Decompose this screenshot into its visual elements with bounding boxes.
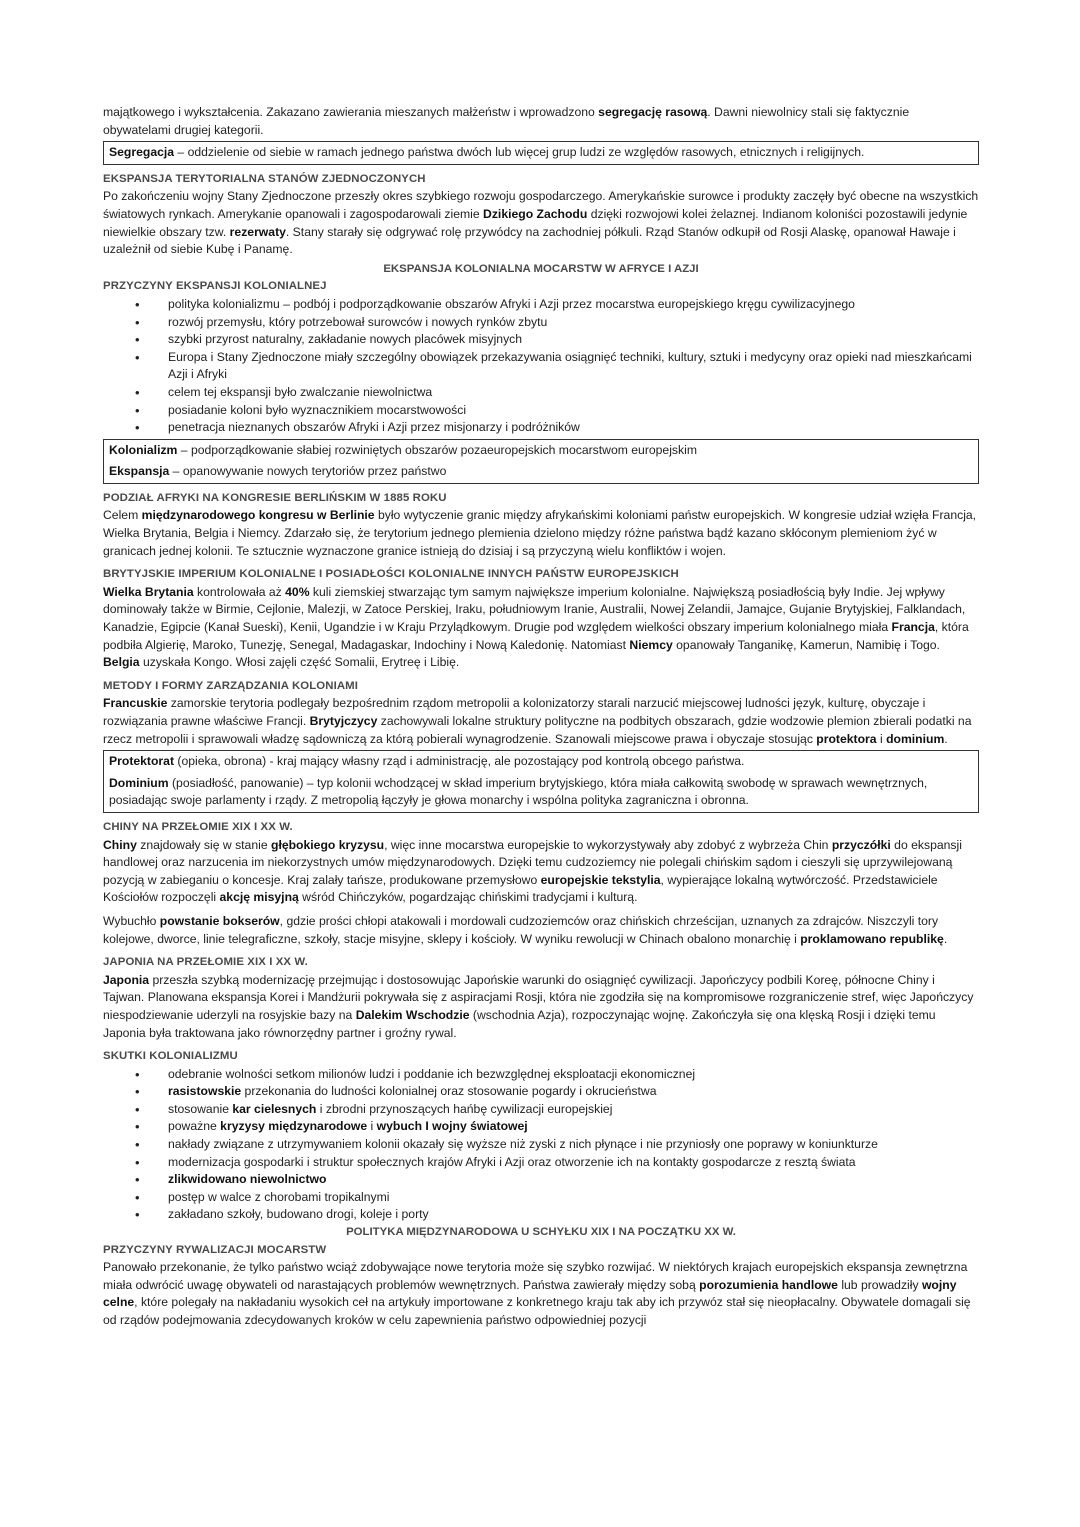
definition-ekspansja: Ekspansja – opanowywanie nowych terytoriów przez państwo <box>109 464 447 479</box>
paragraph-berlin-congress: Celem międzynarodowego kongresu w Berlinie było wytyczenie granic między afrykańskimi koloniami państw europejskich. W kongresie udział wzięła Francja, Wielka Brytania, Belgia i Niemcy. Zdarzało się, że terytorium jednego plemienia dzielono między różne państwa bądź kazano skłóconym plemieniom żyć w granicach jednej kolonii. Te sztucznie wyznaczone granice istnieją do dzisiaj i są przyczyną wielu konfliktów i wojen. <box>103 508 977 558</box>
paragraph-colony-management: Francuskie zamorskie terytoria podlegały bezpośrednim rządom metropolii a kolonizatorzy starali narzucić miejscowej ludności język, kulturę, obyczaje i rozwiązania prawne właściwe Francji. Brytyjczycy zachowywali lokalne struktury polityczne na podbitych obszarach, gdzie wodzowie plemion zbierali podatki na rzecz metropolii i sprawowali władzę sądowniczą za którą pobierali wynagrodzenie. Szanowali miejscowe prawa i obyczaje stosując protektora i dominium. <box>103 696 972 746</box>
section-title-international-politics: POLITYKA MIĘDZYNARODOWA U SCHYŁKU XIX I NA POCZĄTKU XX W. <box>346 1226 736 1239</box>
heading-british-empire: BRYTYJSKIE IMPERIUM KOLONIALNE I POSIADŁOŚCI KOLONIALNE INNYCH PAŃSTW EUROPEJSKICH <box>103 568 679 581</box>
definition-box-kolonializm <box>103 439 979 484</box>
heading-colonialism-effects: SKUTKI KOLONIALIZMU <box>103 1050 238 1063</box>
paragraph-japan: Japonia przeszła szybką modernizację przejmując i dostosowując Japońskie warunki do osiągnięć cywilizacji. Japończycy podbili Koreę, północne Chiny i Tajwan. Planowana ekspansja Korei i Mandżurii pokrywała się z aspiracjami Rosji, która nie zgodziła się na kompromisowe rozgraniczenie stref, więc Japończycy niespodziewanie uderzyli na rosyjskie bazy na Dalekim Wschodzie (wschodnia Azja), rozpoczynając wojnę. Zakończyła się ona klęską Rosji i dzięki temu Japonia była traktowana jako równorzędny partner i groźny rywal. <box>103 972 974 1040</box>
list-item: • celem tej ekspansji było zwalczanie niewolnictwa <box>103 384 979 402</box>
paragraph-british-empire: Wielka Brytania kontrolowała aż 40% kuli ziemskiej stwarzając tym samym największe imperium kolonialne. Największą posiadłością były Indie. Jej wpływy dominowały także w Birmie, Cejlonie, Malezji, w Zatoce Perskiej, Iraku, południowym Iranie, Australii, Nowej Zelandii, Jamajce, Gujanie Brytyjskiej, Falklandach, Kanadzie, Egipcie (Kanał Sueski), Kenii, Ugandzie i w Kraju Przylądkowym. Drugie pod względem wielkości obszary imperium kolonialnego miała Francja, która podbiła Algierię, Maroko, Tunezję, Senegal, Madagaskar, Indochiny i Nową Kaledonię. Natomiast Niemcy opanowały Tanganikę, Kamerun, Namibię i Togo. Belgia uzyskała Kongo. Włosi zajęli część Somalii, Erytreę i Libię. <box>103 584 969 670</box>
heading-berlin-congress: PODZIAŁ AFRYKI NA KONGRESIE BERLIŃSKIM W 1885 ROKU <box>103 491 447 504</box>
list-colonialism-effects <box>103 1066 979 1224</box>
heading-china: CHINY NA PRZEŁOMIE XIX I XX W. <box>103 820 293 833</box>
list-colonial-causes <box>103 296 979 437</box>
definition-segregacja: Segregacja – oddzielenie od siebie w ramach jednego państwa dwóch lub więcej grup ludzi ze względów rasowych, etnicznych i religijnych. <box>109 145 865 160</box>
paragraph-rivalry-causes: Panowało przekonanie, że tylko państwo wciąż zdobywające nowe terytoria może się szybko rozwijać. W niektórych krajach europejskich ekspansja zewnętrzna miała odwrócić uwagę obywateli od narastających problemów wewnętrznych. Państwa zawierały między sobą porozumienia handlowe lub prowadziły wojny celne, które polegały na nakładaniu wysokich ceł na artykuły importowane z konkretnego kraju tak aby ich przywóz stał się nieopłacalny. Obywatele domagali się od rządów podejmowania zdecydowanych kroków w celu zapewnienia państwo odpowiedniej pozycji <box>103 1260 971 1327</box>
list-item: • zakładano szkoły, budowano drogi, koleje i porty <box>103 1206 979 1224</box>
list-item: • rasistowskie przekonania do ludności kolonialnej oraz stosowanie pogardy i okrucieństwa <box>103 1083 979 1101</box>
list-item: • postęp w walce z chorobami tropikalnymi <box>103 1189 979 1207</box>
list-item: • Europa i Stany Zjednoczone miały szczególny obowiązek przekazywania osiągnięć techniki, kultury, sztuki i medycyny oraz opieki nad mieszkańcami Azji i Afryki <box>103 349 979 384</box>
list-item: • poważne kryzysy międzynarodowe i wybuch I wojny światowej <box>103 1118 979 1136</box>
heading-rivalry-causes: PRZYCZYNY RYWALIZACJI MOCARSTW <box>103 1243 327 1256</box>
definition-box-segregacja <box>103 141 979 165</box>
definition-protektorat: Protektorat (opieka, obrona) - kraj mający własny rząd i administrację, ale pozostający pod kontrolą obcego państwa. <box>109 754 745 769</box>
definition-box-protektorat <box>103 750 979 813</box>
definition-kolonializm: Kolonializm – podporządkowanie słabiej rozwiniętych obszarów pozaeuropejskich mocarstwom europejskim <box>109 442 697 457</box>
heading-usa-expansion: EKSPANSJA TERYTORIALNA STANÓW ZJEDNOCZONYCH <box>103 172 426 185</box>
section-title-colonial-expansion: EKSPANSJA KOLONIALNA MOCARSTW W AFRYCE I AZJI <box>383 262 699 275</box>
heading-colony-management: METODY I FORMY ZARZĄDZANIA KOLONIAMI <box>103 679 359 692</box>
list-item: • modernizacja gospodarki i struktur społecznych krajów Afryki i Azji oraz otworzenie ich na kontakty gospodarcze z resztą świata <box>103 1154 979 1172</box>
list-item: • szybki przyrost naturalny, zakładanie nowych placówek misyjnych <box>103 331 979 349</box>
list-item: • penetracja nieznanych obszarów Afryki i Azji przez misjonarzy i podróżników <box>103 419 979 437</box>
paragraph-usa-expansion: Po zakończeniu wojny Stany Zjednoczone przeszły okres szybkiego rozwoju gospodarczego. Amerykańskie surowce i produkty zaczęły być obecne na wszystkich światowych rynkach. Amerykanie opanowali i zagospodarowali ziemie Dzikiego Zachodu dzięki rozwojowi kolei żelaznej. Indianom koloniści pozostawili jedynie niewielkie obszary tzw. rezerwaty. Stany starały się odgrywać rolę przywódcy na zachodniej półkuli. Rząd Stanów odkupił od Rosji Alaskę, opanował Hawaje i uzależnił od siebie Kubę i Panamę. <box>103 189 979 257</box>
definition-dominium: Dominium (posiadłość, panowanie) – typ kolonii wchodzącej w skład imperium brytyjskiego, która miała całkowitą swobodę w sprawach wewnętrznych, posiadając swoje parlamenty i rządy. Z metropolią łączyły je głowa monarchy i wspólna polityka zagraniczna i obronna. <box>109 775 928 808</box>
paragraph-boxer-rebellion: Wybuchło powstanie bokserów, gdzie prości chłopi atakowali i mordowali cudzoziemców oraz chińskich chrześcijan, uznanych za zdrajców. Niszczyli tory kolejowe, dworce, linie telegraficzne, szkoły, stacje misyjne, sklepy i kościoły. W wyniku rewolucji w Chinach obalono monarchię i proklamowano republikę. <box>103 913 948 946</box>
list-item: • odebranie wolności setkom milionów ludzi i poddanie ich bezwzględnej eksploatacji ekonomicznej <box>103 1066 979 1084</box>
list-item: • posiadanie koloni było wyznacznikiem mocarstwowości <box>103 402 979 420</box>
list-item: • zlikwidowano niewolnictwo <box>103 1171 979 1189</box>
paragraph-china: Chiny znajdowały się w stanie głębokiego kryzysu, więc inne mocarstwa europejskie to wykorzystywały aby zdobyć z wybrzeża Chin przyczółki do ekspansji handlowej oraz narzucenia im niekorzystnych umów międzynarodowych. Dzięki temu cudzoziemcy nie polegali chińskim sądom i cieszyli się uprzywilejowaną pozycją w zabieganiu o koncesje. Kraj zalały tańsze, produkowane przemysłowo europejskie tekstylia, wypierające lokalną wytwórczość. Przedstawiciele Kościołów rozpoczęli akcję misyjną wśród Chińczyków, pogardzając chińskimi tradycjami i kulturą. <box>103 837 962 905</box>
list-item: • rozwój przemysłu, który potrzebował surowców i nowych rynków zbytu <box>103 314 979 332</box>
document-page <box>103 104 979 1332</box>
list-item: • nakłady związane z utrzymywaniem kolonii okazały się wyższe niż zyski z nich płynące i nie przyniosły one poprawy w koniunkturze <box>103 1136 979 1154</box>
heading-japan: JAPONIA NA PRZEŁOMIE XIX I XX W. <box>103 956 308 969</box>
list-item: • stosowanie kar cielesnych i zbrodni przynoszących hańbę cywilizacji europejskiej <box>103 1101 979 1119</box>
intro-paragraph: majątkowego i wykształcenia. Zakazano zawierania mieszanych małżeństw i wprowadzono segregację rasową. Dawni niewolnicy stali się faktycznie obywatelami drugiej kategorii. <box>103 105 910 137</box>
heading-colonial-causes: PRZYCZYNY EKSPANSJI KOLONIALNEJ <box>103 280 327 293</box>
list-item: • polityka kolonializmu – podbój i podporządkowanie obszarów Afryki i Azji przez mocarstwa europejskiego kręgu cywilizacyjnego <box>103 296 979 314</box>
